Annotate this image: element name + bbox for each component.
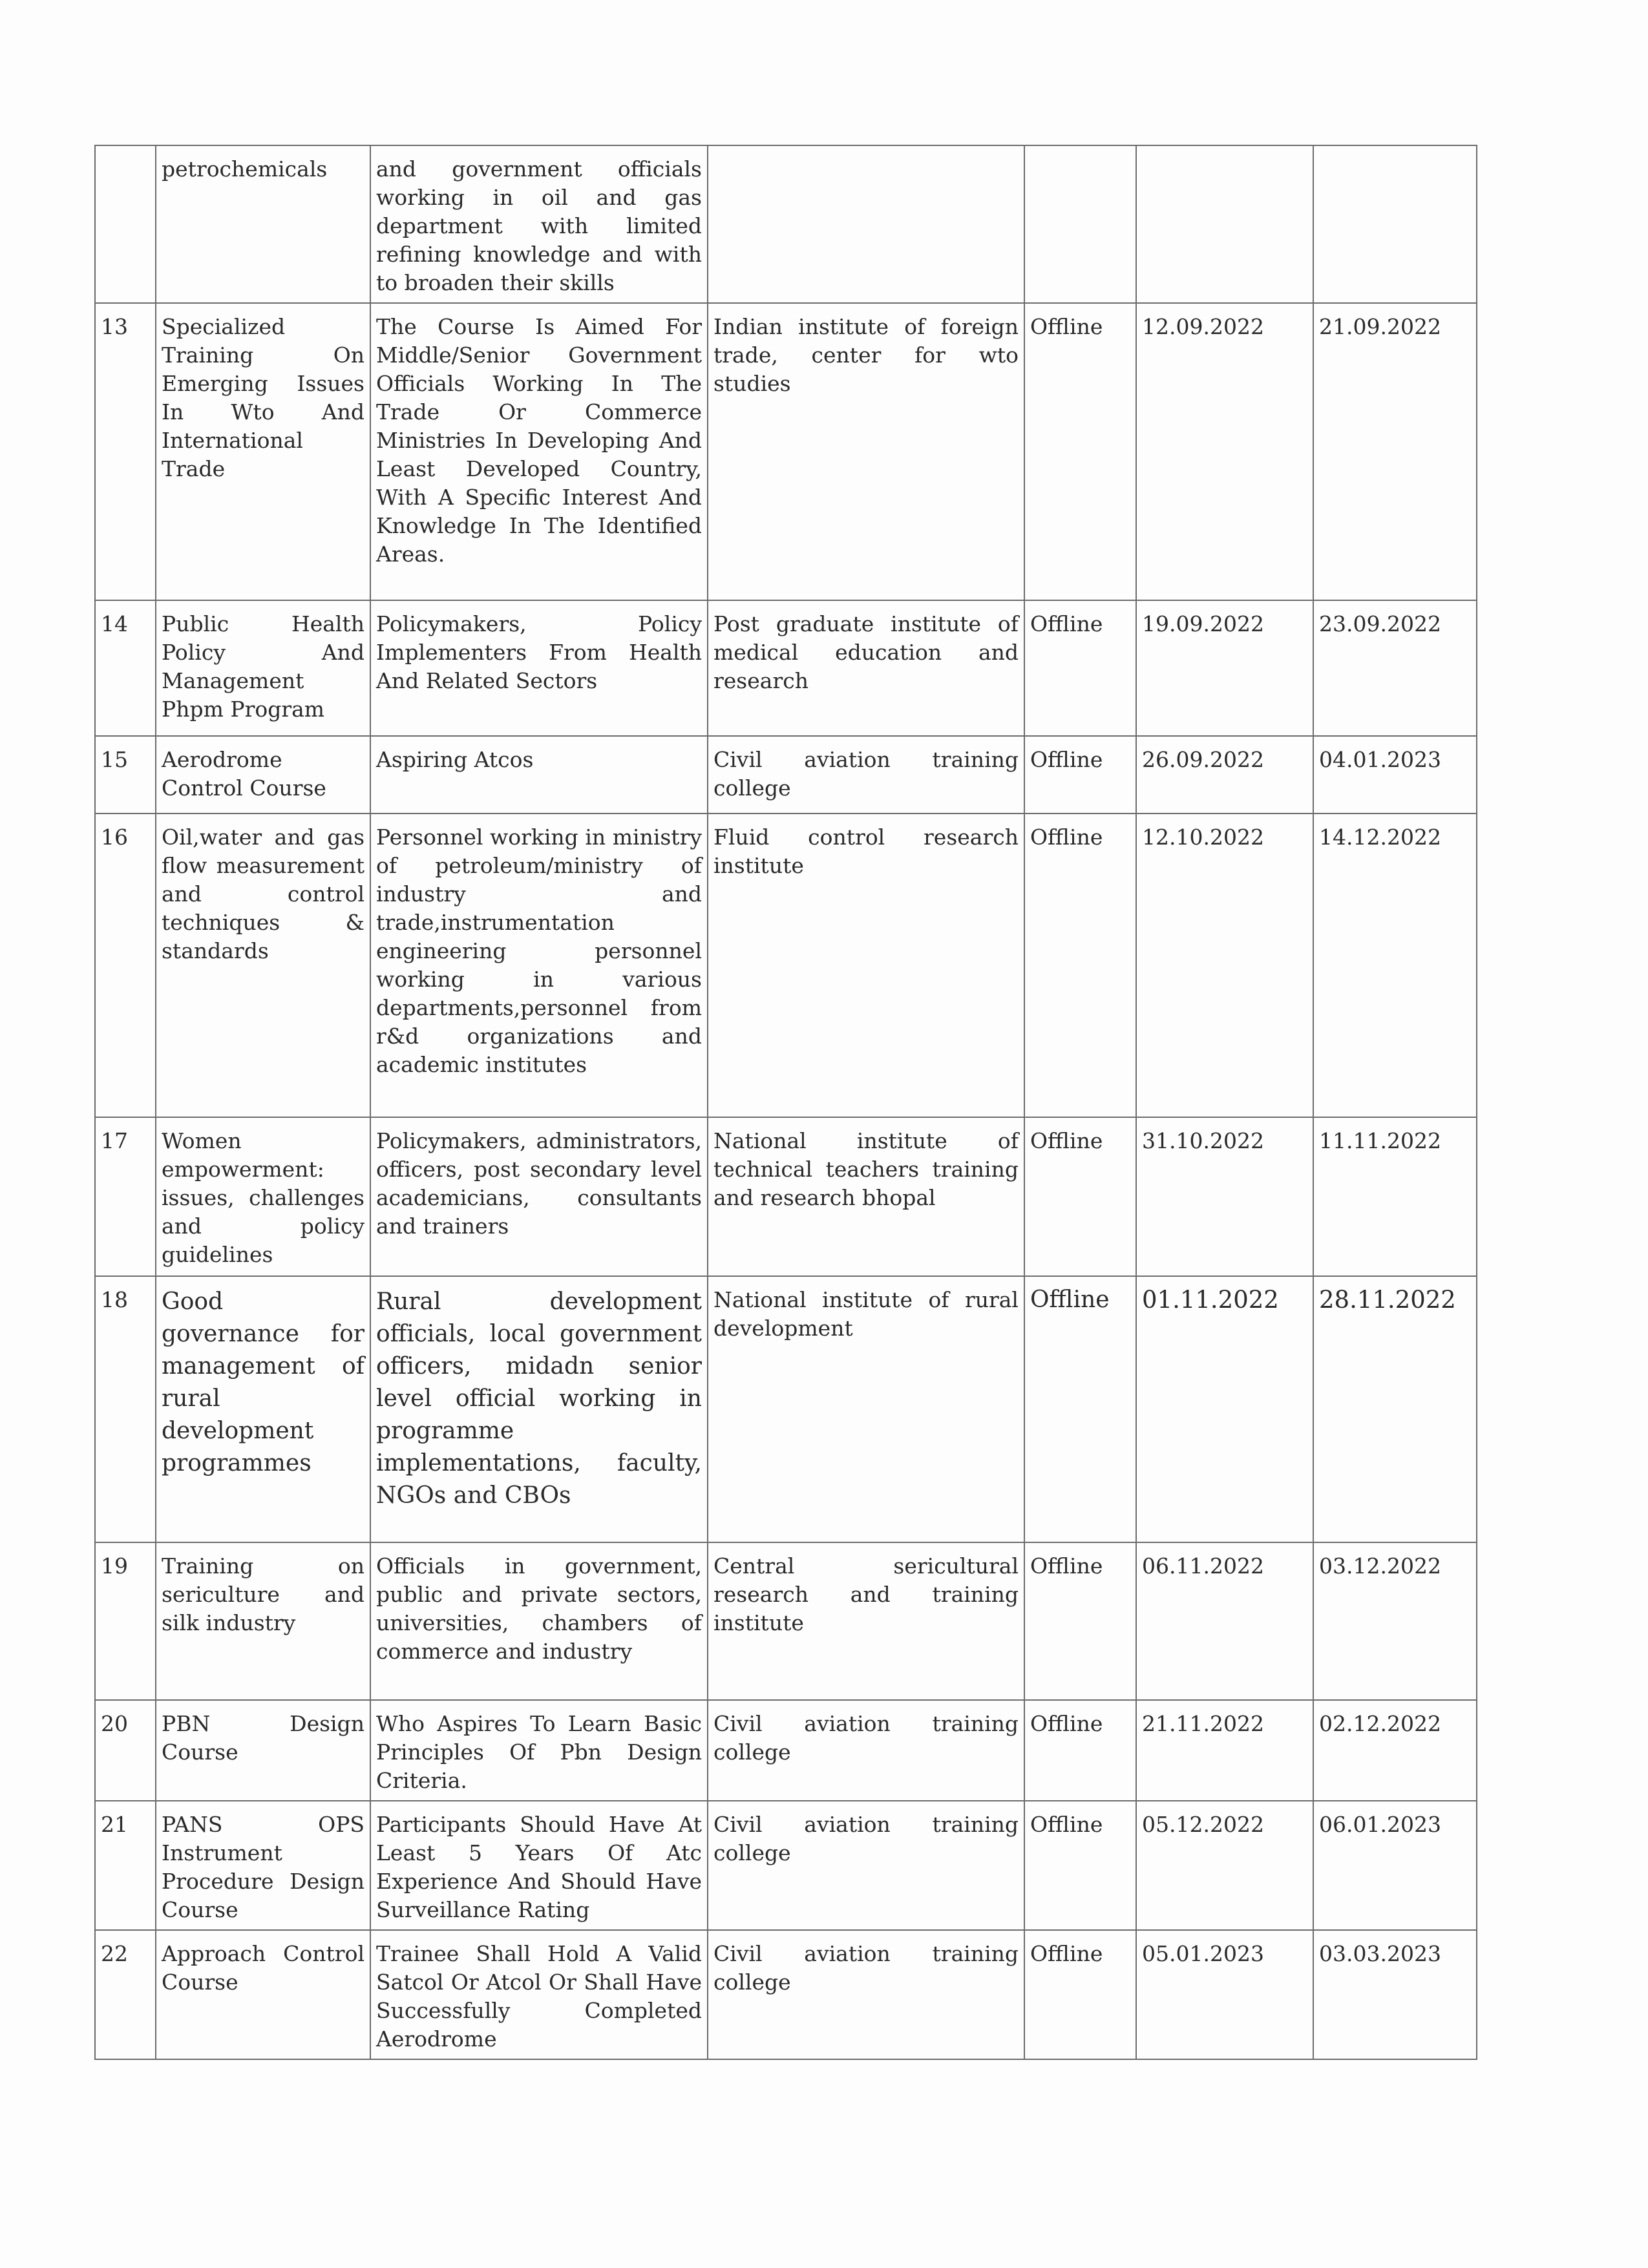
start-date-cell: 12.10.2022	[1136, 814, 1313, 1117]
start-date-cell	[1136, 145, 1313, 303]
target-group-cell: Rural development officials, local government officers, midadn senior level official working in programme implementations, faculty, NGOs and CBOs	[370, 1276, 708, 1542]
serial-number-cell: 22	[95, 1930, 156, 2059]
start-date-cell: 26.09.2022	[1136, 736, 1313, 814]
mode-cell: Offline	[1024, 814, 1136, 1117]
start-date-cell: 19.09.2022	[1136, 600, 1313, 736]
target-group-cell: Participants Should Have At Least 5 Years Of Atc Experience And Should Have Surveillance Rating	[370, 1801, 708, 1930]
target-group-cell: Who Aspires To Learn Basic Principles Of Pbn Design Criteria.	[370, 1700, 708, 1801]
mode-cell: Offline	[1024, 1117, 1136, 1276]
mode-cell: Offline	[1024, 600, 1136, 736]
institute-cell: Civil aviation training college	[708, 1930, 1024, 2059]
end-date-cell: 11.11.2022	[1313, 1117, 1477, 1276]
mode-cell	[1024, 145, 1136, 303]
institute-cell: Civil aviation training college	[708, 1700, 1024, 1801]
serial-number-cell: 16	[95, 814, 156, 1117]
serial-number-cell: 17	[95, 1117, 156, 1276]
serial-number-cell: 18	[95, 1276, 156, 1542]
course-title-cell: Approach Control Course	[156, 1930, 370, 2059]
course-title-cell: Public Health Policy And Management Phpm Program	[156, 600, 370, 736]
table-row	[95, 303, 1477, 600]
table-row	[95, 736, 1477, 814]
target-group-cell: Aspiring Atcos	[370, 736, 708, 814]
target-group-cell: Policymakers, administrators, officers, post secondary level academicians, consultants and trainers	[370, 1117, 708, 1276]
course-title-cell: Oil,water and gas flow measurement and control techniques & standards	[156, 814, 370, 1117]
institute-cell: Civil aviation training college	[708, 1801, 1024, 1930]
mode-cell: Offline	[1024, 1930, 1136, 2059]
start-date-cell: 31.10.2022	[1136, 1117, 1313, 1276]
mode-cell: Offline	[1024, 1276, 1136, 1542]
institute-cell: National institute of rural development	[708, 1276, 1024, 1542]
course-title-cell: PANS OPS Instrument Procedure Design Course	[156, 1801, 370, 1930]
mode-cell: Offline	[1024, 303, 1136, 600]
start-date-cell: 05.12.2022	[1136, 1801, 1313, 1930]
end-date-cell: 14.12.2022	[1313, 814, 1477, 1117]
table-row	[95, 1801, 1477, 1930]
serial-number-cell: 13	[95, 303, 156, 600]
target-group-cell: and government officials working in oil and gas department with limited refining knowledge and with to broaden their skills	[370, 145, 708, 303]
course-title-cell: Women empowerment: issues, challenges and policy guidelines	[156, 1117, 370, 1276]
end-date-cell	[1313, 145, 1477, 303]
target-group-cell: Trainee Shall Hold A Valid Satcol Or Atcol Or Shall Have Successfully Completed Aerodrome	[370, 1930, 708, 2059]
end-date-cell: 04.01.2023	[1313, 736, 1477, 814]
table-row	[95, 1930, 1477, 2059]
end-date-cell: 02.12.2022	[1313, 1700, 1477, 1801]
table-row	[95, 1700, 1477, 1801]
serial-number-cell: 15	[95, 736, 156, 814]
serial-number-cell: 20	[95, 1700, 156, 1801]
start-date-cell: 12.09.2022	[1136, 303, 1313, 600]
institute-cell	[708, 145, 1024, 303]
institute-cell: Civil aviation training college	[708, 736, 1024, 814]
table-row	[95, 814, 1477, 1117]
table-row	[95, 145, 1477, 303]
end-date-cell: 23.09.2022	[1313, 600, 1477, 736]
start-date-cell: 05.01.2023	[1136, 1930, 1313, 2059]
target-group-cell: Policymakers, Policy Implementers From Health And Related Sectors	[370, 600, 708, 736]
serial-number-cell: 21	[95, 1801, 156, 1930]
end-date-cell: 21.09.2022	[1313, 303, 1477, 600]
table-row	[95, 1276, 1477, 1542]
course-title-cell: Specialized Training On Emerging Issues In Wto And International Trade	[156, 303, 370, 600]
end-date-cell: 28.11.2022	[1313, 1276, 1477, 1542]
course-table	[94, 145, 1477, 2060]
start-date-cell: 06.11.2022	[1136, 1542, 1313, 1700]
target-group-cell: The Course Is Aimed For Middle/Senior Government Officials Working In The Trade Or Commerce Ministries In Developing And Least Developed Country, With A Specific Interest And Knowledge In The Identified Areas.	[370, 303, 708, 600]
course-title-cell: petrochemicals	[156, 145, 370, 303]
course-title-cell: Good governance for management of rural development programmes	[156, 1276, 370, 1542]
mode-cell: Offline	[1024, 1542, 1136, 1700]
target-group-cell: Officials in government, public and private sectors, universities, chambers of commerce and industry	[370, 1542, 708, 1700]
serial-number-cell	[95, 145, 156, 303]
course-title-cell: Aerodrome Control Course	[156, 736, 370, 814]
institute-cell: Post graduate institute of medical education and research	[708, 600, 1024, 736]
end-date-cell: 03.03.2023	[1313, 1930, 1477, 2059]
table-row	[95, 600, 1477, 736]
start-date-cell: 01.11.2022	[1136, 1276, 1313, 1542]
institute-cell: National institute of technical teachers training and research bhopal	[708, 1117, 1024, 1276]
serial-number-cell: 14	[95, 600, 156, 736]
start-date-cell: 21.11.2022	[1136, 1700, 1313, 1801]
table-row	[95, 1117, 1477, 1276]
institute-cell: Central sericultural research and training institute	[708, 1542, 1024, 1700]
end-date-cell: 03.12.2022	[1313, 1542, 1477, 1700]
serial-number-cell: 19	[95, 1542, 156, 1700]
institute-cell: Fluid control research institute	[708, 814, 1024, 1117]
target-group-cell: Personnel working in ministry of petroleum/ministry of industry and trade,instrumentation engineering personnel working in various departments,personnel from r&d organizations and academic institutes	[370, 814, 708, 1117]
table-row	[95, 1542, 1477, 1700]
mode-cell: Offline	[1024, 1700, 1136, 1801]
mode-cell: Offline	[1024, 1801, 1136, 1930]
institute-cell: Indian institute of foreign trade, center for wto studies	[708, 303, 1024, 600]
course-title-cell: Training on sericulture and silk industry	[156, 1542, 370, 1700]
mode-cell: Offline	[1024, 736, 1136, 814]
course-title-cell: PBN Design Course	[156, 1700, 370, 1801]
end-date-cell: 06.01.2023	[1313, 1801, 1477, 1930]
